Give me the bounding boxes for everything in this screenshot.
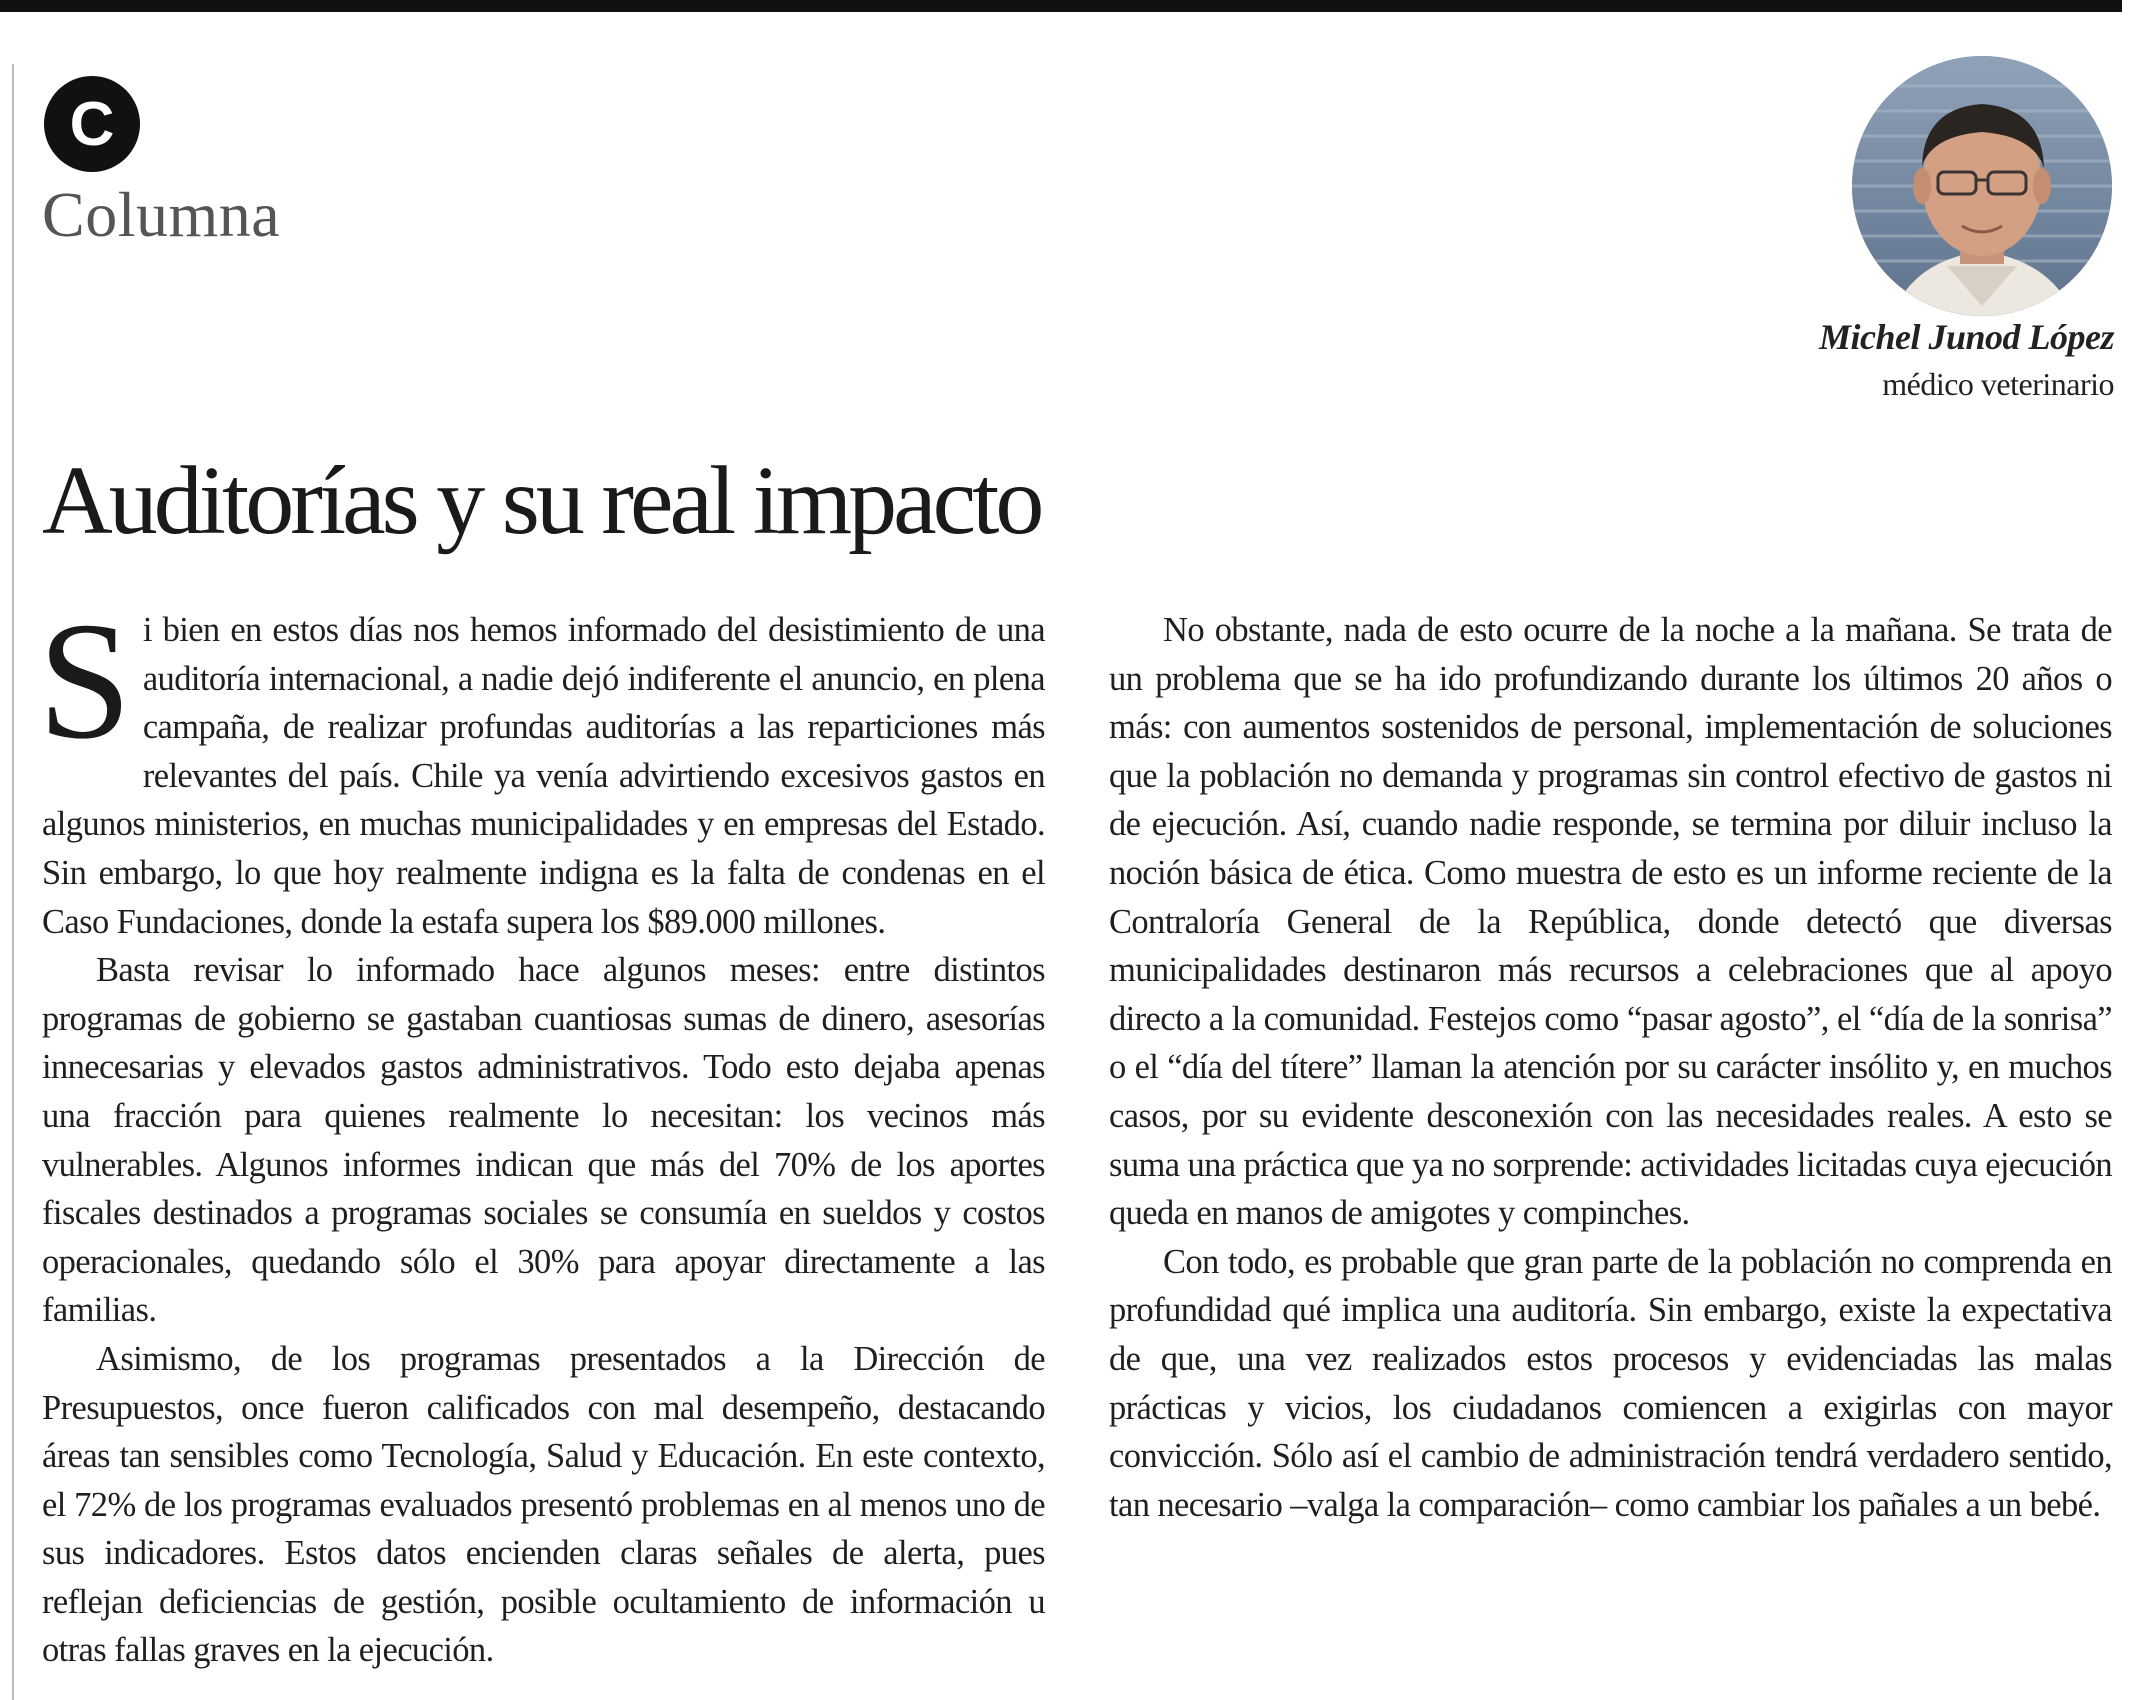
column-badge [44, 76, 140, 172]
article-body [38, 588, 2112, 1676]
left-rule [12, 64, 14, 1700]
article-paragraph: Basta revisar lo informado hace algunos meses: entre distintos programas de gobierno se gastaban cuantiosas sumas de dinero, asesorías innecesarias y elevados gastos administrativos. Todo esto dejaba apenas una fracción para quienes realmente lo necesitan: los vecinos más vulnerables. Algunos informes indican que más del 70% de los aportes fiscales destinados a programas sociales se consumía en sueldos y costos operacionales, quedando sólo el 30% para apoyar directamente a las familias. [42, 951, 1045, 1330]
article-paragraph-text: i bien en estos días nos hemos informado del desistimiento de una auditoría internacional, a nadie dejó indiferente el anuncio, en plena campaña, de realizar profundas auditorías a las reparticiones más relevantes del país. Chile ya venía advirtiendo excesivos gastos en algunos ministerios, en muchas municipalidades y en empresas del Estado. Sin embargo, lo que hoy realmente indigna es la falta de condenas en el Caso Fundaciones, donde la estafa supera los $89.000 millones. [42, 611, 1045, 941]
article-paragraph: Asimismo, de los programas presentados a la Dirección de Presupuestos, once fueron calificados con mal desempeño, destacando áreas tan sensibles como Tecnología, Salud y Educación. En este contexto, el 72% de los programas evaluados presentó problemas en al menos uno de sus indicadores. Estos datos encienden claras señales de alerta, pues reflejan deficiencias de gestión, posible ocultamiento de información u otras fallas graves en la ejecución. [42, 1339, 1045, 1670]
author-name: Michel Junod López [1818, 317, 2114, 357]
column-badge-letter: C [69, 89, 115, 159]
top-rule [0, 0, 2122, 12]
headline: Auditorías y su real impacto [42, 447, 1041, 555]
author-photo-image [1852, 56, 2112, 316]
article-paragraph: No obstante, nada de esto ocurre de la noche a la mañana. Se trata de un problema que se ha ido profundizando durante los últimos 20 años o más: con aumentos sostenidos de personal, implementación de soluciones que la población no demanda y programas sin control efectivo de gastos ni de ejecución. Así, cuando nadie responde, se termina por diluir incluso la noción básica de ética. Como muestra de esto es un informe reciente de la Contraloría General de la República, donde detectó que diversas municipalidades destinaron más recursos a celebraciones que al apoyo directo a la comunidad. Festejos como “pasar agosto”, el “día de la sonrisa” o el “día del títere” llaman la atención por su carácter insólito y, en muchos casos, por su evidente desconexión con las necesidades reales. A esto se suma una práctica que ya no sorprende: actividades licitadas cuya ejecución queda en manos de amigotes y compinches. [1109, 611, 2112, 1233]
author-photo [1852, 56, 2112, 316]
article-paragraph: Con todo, es probable que gran parte de la población no comprenda en profundidad qué implica una auditoría. Sin embargo, existe la expectativa de que, una vez realizados estos procesos y evidenciadas las malas prácticas y vicios, los ciudadanos comiencen a exigirlas con mayor convicción. Sólo así el cambio de administración tendrá verdadero sentido, tan necesario –valga la comparación– como cambiar los pañales a un bebé. [1109, 1242, 2112, 1524]
drop-cap: S [38, 588, 131, 774]
author-role: médico veterinario [1882, 366, 2114, 402]
article-paragraph [38, 588, 1045, 946]
section-label: Columna [42, 179, 281, 250]
